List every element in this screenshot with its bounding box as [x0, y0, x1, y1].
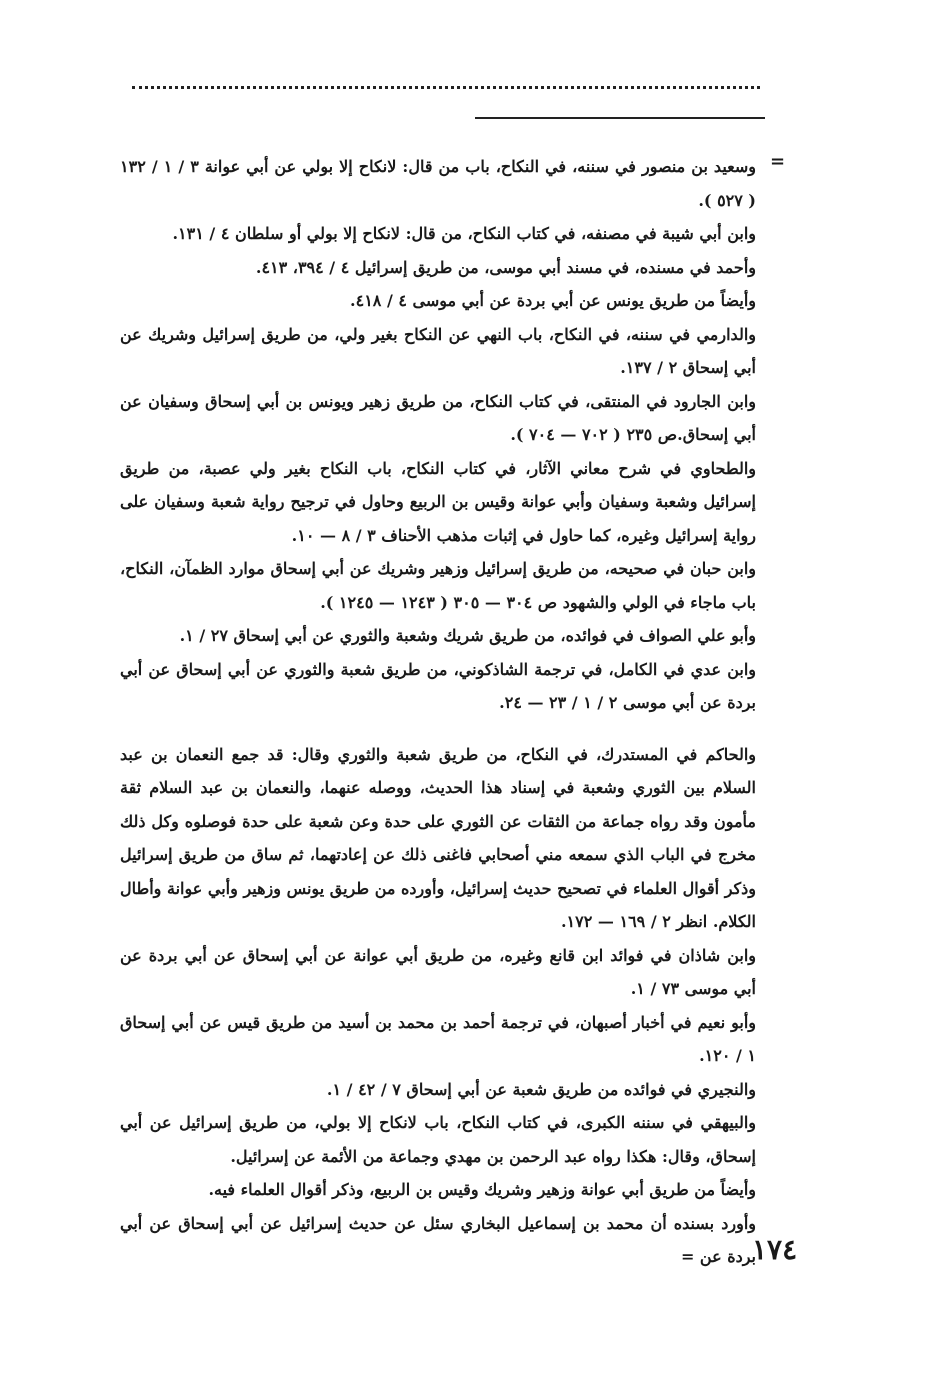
continuation-mark: =: [770, 151, 786, 172]
paragraph-hakim: والحاكم في المستدرك، في النكاح، من طريق شعبة والثوري وقال: قد جمع النعمان بن عبد السلام بين الثوري وشعبة في إسناد هذا الحديث، ووصله عنهما، والنعمان بن عبد السلام ثقة مأمون وقد رواه جماعة من الثقات عن الثوري على حدة وعن شعبة على حدة فوصلوه وكل ذلك مخرج في الباب الذي سمعه مني أصحابي فاغنى ذلك عن إعادتهما، ثم ساق من طريق إسرائيل وذكر أقوال العلماء في تصحيح حديث إسرائيل، وأورده من طريق يونس وزهير وأبي عوانة وأطال الكلام. انظر ٢ / ١٦٩ — ١٧٢.: [120, 744, 757, 931]
paragraph-najiri: والنجيري في فوائده من طريق شعبة عن أبي إسحاق ٧ / ٤٢ / ١.: [326, 1079, 756, 1099]
paragraph-ibn-al-jarud: وابن الجارود في المنتقى، في كتاب النكاح، من طريق زهير ويونس بن أبي إسحاق وسفيان عن أبي إسحاق.ص ٢٣٥ ( ٧٠٢ — ٧٠٤ ).: [120, 391, 756, 444]
footnote-text: [120, 150, 756, 1274]
dotted-separator: [132, 86, 760, 89]
page-number: ١٧٤: [752, 1233, 798, 1266]
paragraph-darimi: والدارمي في سننه، في النكاح، باب النهي عن النكاح بغير ولي، من طريق إسرائيل وشريك عن أبي إسحاق ٢ / ١٣٧.: [120, 324, 756, 377]
paragraph-yunus: وأيضاً من طريق يونس عن أبي بردة عن أبي موسى ٤ / ٤١٨.: [350, 291, 756, 310]
footnote-rule: [475, 117, 765, 119]
paragraph-tahawi: والطحاوي في شرح معاني الآثار، في كتاب النكاح، باب النكاح بغير ولي عصبة، من طريق إسرائيل وشعبة وسفيان وأبي عوانة وقيس بن الربيع وحاول في ترجيح رواية شعبة وسفيان على رواية إسرائيل وغيره، كما حاول في إثبات مذهب الأحناف ٣ / ٨ — ١٠.: [120, 458, 756, 545]
paragraph-gap: [120, 720, 756, 738]
paragraph-ibn-shadhan: وابن شاذان في فوائد ابن قانع وغيره، من طريق أبي عوانة عن أبي إسحاق عن أبي بردة عن أبي موسى ٧٣ / ١.: [120, 945, 756, 998]
paragraph-ahmad: وأحمد في مسنده، في مسند أبي موسى، من طريق إسرائيل ٤ / ٣٩٤، ٤١٣.: [255, 257, 756, 277]
paragraph-bukhari: وأورد بسنده أن محمد بن إسماعيل البخاري سئل عن حديث إسرائيل عن أبي إسحاق عن أبي بردة عن =: [120, 1213, 756, 1266]
paragraph-said-ibn-mansur: وسعيد بن منصور في سننه، في النكاح، باب من قال: لانكاح إلا بولي عن أبي عوانة ٣ / ١ / ١٣٢ ( ٥٢٧ ).: [120, 157, 757, 210]
paragraph-ibn-adi: وابن عدي في الكامل، في ترجمة الشاذكوني، من طريق شعبة والثوري عن أبي إسحاق عن أبي بردة عن أبي موسى ٢ / ١ / ٢٣ — ٢٤.: [120, 659, 756, 712]
paragraph-ibn-abi-shaybah: وابن أبي شيبة في مصنفه، في كتاب النكاح، من قال: لانكاح إلا بولي أو سلطان ٤ / ١٣١.: [172, 224, 756, 243]
paragraph-bayhaqi: والبيهقي في سننه الكبرى، في كتاب النكاح، باب لانكاح إلا بولي، من طريق إسرائيل عن أبي إسحاق، وقال: هكذا رواه عبد الرحمن بن مهدي وجماعة من الأئمة عن إسرائيل.: [120, 1113, 756, 1166]
paragraph-abu-nuaym: وأبو نعيم في أخبار أصبهان، في ترجمة أحمد بن محمد بن أسيد من طريق قيس عن أبي إسحاق ١ / ١٢٠.: [120, 1012, 756, 1065]
paragraph-ibn-hibban: وابن حبان في صحيحه، من طريق إسرائيل وزهير وشريك عن أبي إسحاق موارد الظمآن، النكاح، باب ماجاء في الولي والشهود ص ٣٠٤ — ٣٠٥ ( ١٢٤٣ — ١٢٤٥ ).: [120, 559, 756, 612]
paragraph-sawwaf: وأبو علي الصواف في فوائده، من طريق شريك وشعبة والثوري عن أبي إسحاق ٢٧ / ١.: [179, 626, 756, 645]
paragraph-abu-awana: وأيضاً من طريق أبي عوانة وزهير وشريك وقيس بن الربيع، وذكر أقوال العلماء فيه.: [208, 1180, 756, 1199]
